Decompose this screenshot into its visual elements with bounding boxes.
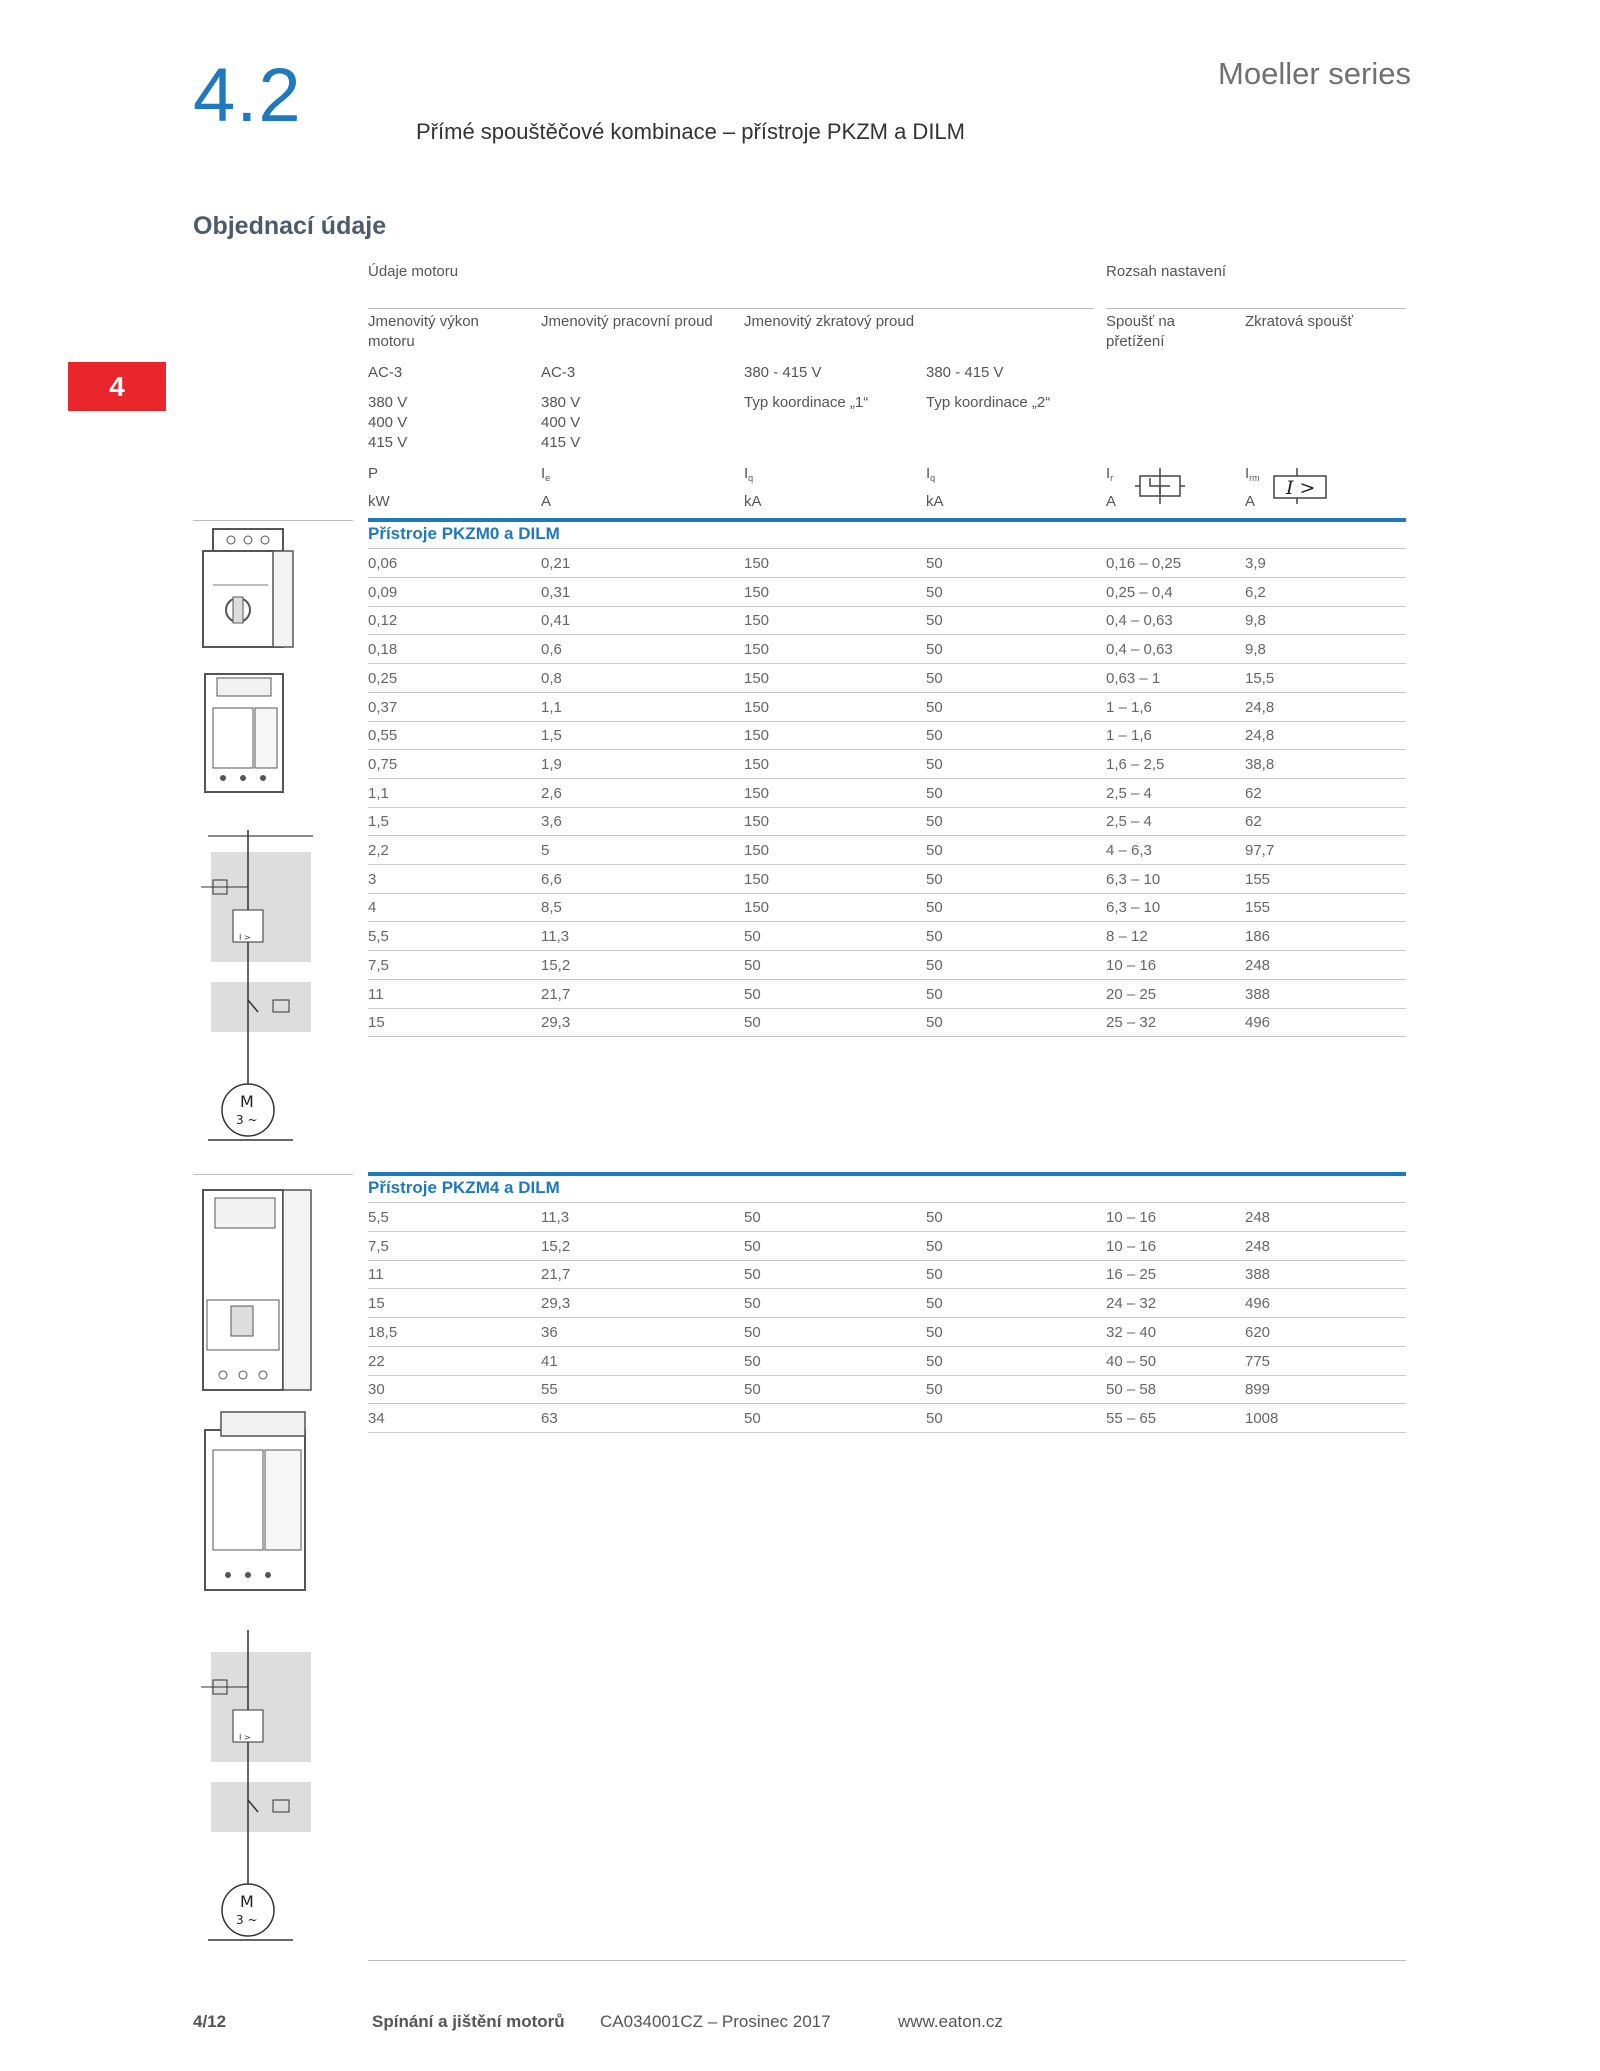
table-cell: 50 bbox=[744, 1323, 761, 1341]
table-cell: 0,25 – 0,4 bbox=[1106, 583, 1173, 601]
table-cell: 50 bbox=[926, 727, 943, 745]
ac3-label: AC-3 bbox=[368, 364, 403, 381]
table-cell: 22 bbox=[368, 1352, 385, 1370]
footer-catalog: CA034001CZ – Prosinec 2017 bbox=[600, 2012, 831, 2031]
table-cell: 899 bbox=[1245, 1381, 1271, 1399]
table-row bbox=[368, 1260, 1406, 1289]
table-cell: 2,2 bbox=[368, 842, 389, 859]
table-cell: 30 bbox=[368, 1381, 385, 1399]
table-cell: 10 – 16 bbox=[1106, 1209, 1157, 1226]
symbol-irm: $I_{rm}$ bbox=[1245, 465, 1260, 483]
svg-text:I >: I > bbox=[239, 1733, 251, 1742]
table-cell: 150 bbox=[744, 555, 770, 572]
table-cell: 50 bbox=[926, 1209, 943, 1226]
table-cell: 388 bbox=[1245, 1266, 1271, 1284]
table-cell: 1,5 bbox=[368, 813, 389, 831]
table-row bbox=[368, 750, 1406, 779]
table-cell: 50 bbox=[926, 641, 943, 659]
table-cell: 10 – 16 bbox=[1106, 956, 1157, 974]
table-cell: 34 bbox=[368, 1409, 385, 1427]
pkzm4-device-icon bbox=[193, 1180, 333, 1400]
table-cell: 150 bbox=[744, 784, 770, 802]
table-cell: 50 bbox=[744, 956, 761, 974]
table-cell: 25 – 32 bbox=[1106, 1014, 1157, 1032]
table-cell: 1 – 1,6 bbox=[1106, 727, 1152, 745]
table-cell: 50 bbox=[926, 899, 943, 917]
col-overload-title: Spoušť na přetížení bbox=[1106, 313, 1176, 350]
table-cell: 29,3 bbox=[541, 1295, 571, 1313]
table-cell: 55 – 65 bbox=[1106, 1409, 1157, 1427]
table-cell: 775 bbox=[1245, 1352, 1271, 1370]
group2-top-rule bbox=[368, 1172, 1406, 1176]
symbol-ie: $I_e$ bbox=[541, 465, 551, 483]
table-cell: 186 bbox=[1245, 928, 1271, 946]
table-cell: 0,8 bbox=[541, 669, 562, 687]
dilm-contactor-icon bbox=[193, 668, 303, 798]
bottom-rule bbox=[368, 1960, 1406, 1961]
table-cell: 0,31 bbox=[541, 583, 571, 601]
table-cell: 15,2 bbox=[541, 1237, 571, 1255]
table-row bbox=[368, 865, 1406, 894]
table-cell: 248 bbox=[1245, 1209, 1271, 1226]
table-cell: 9,8 bbox=[1245, 612, 1266, 630]
table-cell: 21,7 bbox=[541, 985, 571, 1003]
table-cell: 7,5 bbox=[368, 956, 389, 974]
circuit-diagram-2 bbox=[193, 1630, 323, 1960]
header-divider bbox=[368, 308, 1094, 309]
table-cell: 11 bbox=[368, 985, 384, 1003]
table-cell: 6,3 – 10 bbox=[1106, 899, 1161, 917]
table-cell: 50 bbox=[926, 1381, 943, 1399]
table-cell: 32 – 40 bbox=[1106, 1323, 1157, 1341]
table-cell: 150 bbox=[744, 612, 770, 630]
table-cell: 50 – 58 bbox=[1106, 1381, 1157, 1399]
table-cell: 150 bbox=[744, 842, 770, 859]
table-cell: 0,37 bbox=[368, 698, 398, 716]
table-cell: 50 bbox=[744, 1295, 761, 1313]
table-row bbox=[368, 779, 1406, 808]
table-cell: 50 bbox=[926, 583, 943, 601]
table-cell: 0,75 bbox=[368, 755, 398, 773]
table-cell: 50 bbox=[744, 1209, 761, 1226]
table-cell: 0,06 bbox=[368, 555, 398, 572]
col-sc-release-title: Zkratová spoušť bbox=[1245, 313, 1354, 330]
table-cell: 50 bbox=[926, 985, 943, 1003]
table-cell: 1,5 bbox=[541, 727, 562, 745]
table-cell: 50 bbox=[926, 755, 943, 773]
table-cell: 4 – 6,3 bbox=[1106, 842, 1152, 859]
motor-data-heading: Údaje motoru bbox=[368, 263, 459, 280]
setting-range-heading: Rozsah nastavení bbox=[1106, 263, 1227, 280]
table-cell: 11 bbox=[368, 1266, 384, 1284]
table-row bbox=[368, 922, 1406, 951]
table-cell: 50 bbox=[926, 1014, 943, 1032]
table-cell: 15 bbox=[368, 1014, 385, 1032]
table-cell: 2,5 – 4 bbox=[1106, 784, 1152, 802]
table-cell: 50 bbox=[926, 1237, 943, 1255]
table-cell: 50 bbox=[926, 1323, 943, 1341]
table-cell: 0,63 – 1 bbox=[1106, 669, 1161, 687]
table-cell: 11,3 bbox=[541, 1209, 570, 1226]
table-row bbox=[368, 807, 1406, 836]
table-cell: 50 bbox=[744, 1381, 761, 1399]
table-cell: 155 bbox=[1245, 870, 1271, 888]
table-cell: 50 bbox=[926, 870, 943, 888]
short-circuit-release-icon bbox=[1272, 466, 1342, 506]
table-cell: 0,55 bbox=[368, 727, 398, 745]
table-cell: 150 bbox=[744, 727, 770, 745]
table-cell: 18,5 bbox=[368, 1323, 398, 1341]
col-current-title: Jmenovitý pracovní proud bbox=[541, 313, 713, 330]
table-cell: 50 bbox=[744, 1409, 761, 1427]
table-row bbox=[368, 893, 1406, 922]
ac3-label-2: AC-3 bbox=[541, 364, 576, 381]
table-cell: 5,5 bbox=[368, 1209, 389, 1226]
svg-text:M: M bbox=[240, 1892, 254, 1911]
dilm-large-contactor-icon bbox=[193, 1400, 333, 1600]
section-title: Objednací údaje bbox=[193, 212, 387, 240]
table-cell: 6,6 bbox=[541, 870, 562, 888]
table-cell: 29,3 bbox=[541, 1014, 571, 1032]
chapter-tab[interactable]: 4 bbox=[68, 362, 166, 411]
table-row bbox=[368, 1404, 1406, 1433]
table-cell: 150 bbox=[744, 870, 770, 888]
table-cell: 1 – 1,6 bbox=[1106, 698, 1152, 716]
table-cell: 0,25 bbox=[368, 669, 398, 687]
unit-a-2: A bbox=[1106, 493, 1117, 510]
table-cell: 5 bbox=[541, 842, 550, 859]
table-cell: 40 – 50 bbox=[1106, 1352, 1157, 1370]
table-cell: 4 bbox=[368, 899, 377, 917]
symbol-p: P bbox=[368, 465, 379, 482]
table-cell: 0,18 bbox=[368, 641, 398, 659]
table-cell: 1008 bbox=[1245, 1409, 1279, 1427]
table-cell: 0,41 bbox=[541, 612, 571, 630]
table-cell: 248 bbox=[1245, 1237, 1271, 1255]
table-cell: 24,8 bbox=[1245, 727, 1275, 745]
table-row bbox=[368, 1375, 1406, 1404]
group2-title: Přístroje PKZM4 a DILM bbox=[368, 1178, 560, 1197]
table-cell: 62 bbox=[1245, 784, 1262, 802]
table-cell: 50 bbox=[926, 669, 943, 687]
table-row bbox=[368, 836, 1406, 865]
table-cell: 50 bbox=[926, 784, 943, 802]
page-number: 4/12 bbox=[193, 2012, 227, 2031]
group1-title: Přístroje PKZM0 a DILM bbox=[368, 524, 560, 543]
table-cell: 496 bbox=[1245, 1014, 1271, 1032]
table-cell: 3,9 bbox=[1245, 555, 1266, 572]
voltage-list-2: 380 V 400 V 415 V bbox=[541, 394, 581, 451]
table-cell: 50 bbox=[744, 1014, 761, 1032]
table-cell: 24 – 32 bbox=[1106, 1295, 1157, 1313]
section-number: 4.2 bbox=[193, 53, 302, 138]
table-cell: 50 bbox=[744, 985, 761, 1003]
table-cell: 150 bbox=[744, 641, 770, 659]
table-cell: 150 bbox=[744, 698, 770, 716]
table-cell: 62 bbox=[1245, 813, 1262, 831]
table-cell: 50 bbox=[744, 1352, 761, 1370]
table-cell: 38,8 bbox=[1245, 755, 1275, 773]
table-cell: 8 – 12 bbox=[1106, 928, 1148, 946]
table-cell: 5,5 bbox=[368, 928, 389, 946]
unit-kw: kW bbox=[368, 493, 390, 510]
svg-text:I >: I > bbox=[239, 933, 251, 942]
table-cell: 1,1 bbox=[541, 698, 562, 716]
table-row bbox=[368, 578, 1406, 607]
table-cell: 16 – 25 bbox=[1106, 1266, 1157, 1284]
table-cell: 7,5 bbox=[368, 1237, 389, 1255]
unit-ka: kA bbox=[744, 493, 762, 510]
table-cell: 0,4 – 0,63 bbox=[1106, 641, 1173, 659]
table-cell: 0,09 bbox=[368, 583, 398, 601]
table-cell: 50 bbox=[926, 698, 943, 716]
table-cell: 50 bbox=[744, 1266, 761, 1284]
table-cell: 0,6 bbox=[541, 641, 562, 659]
table-cell: 41 bbox=[541, 1352, 558, 1370]
footer-chapter: Spínání a jištění motorů bbox=[372, 2012, 565, 2031]
table-cell: 50 bbox=[926, 1409, 943, 1427]
table-cell: 63 bbox=[541, 1409, 558, 1427]
table-cell: 50 bbox=[926, 956, 943, 974]
table-cell: 620 bbox=[1245, 1323, 1271, 1341]
table-cell: 2,6 bbox=[541, 784, 562, 802]
table-cell: 0,21 bbox=[541, 555, 571, 572]
table-row bbox=[368, 1347, 1406, 1376]
table-cell: 150 bbox=[744, 669, 770, 687]
table-cell: 1,1 bbox=[368, 784, 389, 802]
table-cell: 50 bbox=[926, 1295, 943, 1313]
table-cell: 1,6 – 2,5 bbox=[1106, 755, 1165, 773]
table-cell: 1,9 bbox=[541, 755, 562, 773]
table-cell: 6,2 bbox=[1245, 583, 1266, 601]
table-cell: 15,5 bbox=[1245, 669, 1275, 687]
svg-text:M: M bbox=[240, 1092, 254, 1111]
table-row bbox=[368, 1203, 1406, 1232]
table-cell: 50 bbox=[926, 813, 943, 831]
table-cell: 8,5 bbox=[541, 899, 562, 917]
table-row bbox=[368, 664, 1406, 693]
table-cell: 496 bbox=[1245, 1295, 1271, 1313]
voltage-range-1: 380 - 415 V bbox=[744, 364, 822, 381]
table-cell: 10 – 16 bbox=[1106, 1237, 1157, 1255]
group1-top-rule bbox=[368, 518, 1406, 522]
table-cell: 50 bbox=[926, 928, 943, 946]
overload-release-icon bbox=[1130, 466, 1190, 506]
table-cell: 388 bbox=[1245, 985, 1271, 1003]
unit-a: A bbox=[541, 493, 552, 510]
table-cell: 36 bbox=[541, 1323, 558, 1341]
table-cell: 20 – 25 bbox=[1106, 985, 1157, 1003]
unit-a-3: A bbox=[1245, 493, 1256, 510]
table-cell: 155 bbox=[1245, 899, 1271, 917]
table-cell: 21,7 bbox=[541, 1266, 571, 1284]
table-cell: 24,8 bbox=[1245, 698, 1275, 716]
voltage-range-2: 380 - 415 V bbox=[926, 364, 1004, 381]
symbol-iq: $I_q$ bbox=[744, 465, 754, 483]
table-row bbox=[368, 951, 1406, 980]
table-cell: 9,8 bbox=[1245, 641, 1266, 659]
table-cell: 150 bbox=[744, 813, 770, 831]
table-row bbox=[368, 1232, 1406, 1261]
table-cell: 50 bbox=[926, 555, 943, 572]
table-cell: 150 bbox=[744, 583, 770, 601]
table-row bbox=[368, 606, 1406, 635]
table-cell: 50 bbox=[926, 612, 943, 630]
table-cell: 150 bbox=[744, 899, 770, 917]
table-cell: 15 bbox=[368, 1295, 385, 1313]
coordination-type-2: Typ koordinace „2“ bbox=[926, 394, 1051, 411]
series-title: Moeller series bbox=[1218, 56, 1411, 91]
table-cell: 2,5 – 4 bbox=[1106, 813, 1152, 831]
table-row bbox=[368, 980, 1406, 1009]
col-shortcircuit-title: Jmenovitý zkratový proud bbox=[744, 313, 915, 330]
table-cell: 11,3 bbox=[541, 928, 570, 946]
table-cell: 6,3 – 10 bbox=[1106, 870, 1161, 888]
svg-text:3 ~: 3 ~ bbox=[236, 1113, 258, 1127]
unit-ka-2: kA bbox=[926, 493, 944, 510]
svg-text:3 ~: 3 ~ bbox=[236, 1913, 258, 1927]
table-cell: 0,4 – 0,63 bbox=[1106, 612, 1173, 630]
table-row bbox=[368, 1318, 1406, 1347]
table-cell: 55 bbox=[541, 1381, 558, 1399]
table-cell: 50 bbox=[744, 928, 761, 946]
left-divider-2 bbox=[193, 1174, 353, 1175]
table-cell: 50 bbox=[926, 1266, 943, 1284]
table-cell: 0,12 bbox=[368, 612, 398, 630]
table-cell: 15,2 bbox=[541, 956, 571, 974]
table-cell: 0,16 – 0,25 bbox=[1106, 555, 1182, 572]
footer-web-link[interactable]: www.eaton.cz bbox=[898, 2012, 1003, 2031]
table-row bbox=[368, 721, 1406, 750]
table-cell: 150 bbox=[744, 755, 770, 773]
table-row bbox=[368, 1008, 1406, 1037]
table-row bbox=[368, 549, 1406, 578]
table-cell: 97,7 bbox=[1245, 842, 1275, 859]
table-row bbox=[368, 1289, 1406, 1318]
table-cell: 3 bbox=[368, 870, 377, 888]
table-row bbox=[368, 693, 1406, 722]
voltage-list-1: 380 V 400 V 415 V bbox=[368, 394, 408, 451]
table-cell: 50 bbox=[926, 842, 943, 859]
table-cell: 50 bbox=[926, 1352, 943, 1370]
table-cell: 248 bbox=[1245, 956, 1271, 974]
symbol-ir: $I_r$ bbox=[1106, 465, 1114, 483]
svg-text:I >: I > bbox=[1286, 477, 1316, 499]
pkzm0-device-icon bbox=[193, 525, 303, 655]
table-cell: 50 bbox=[744, 1237, 761, 1255]
page-subtitle: Přímé spouštěčové kombinace – přístroje PKZM a DILM bbox=[416, 119, 965, 144]
left-divider-1 bbox=[193, 520, 353, 521]
symbol-iq-2: $I_q$ bbox=[926, 465, 936, 483]
col-power-title: Jmenovitý výkon motoru bbox=[368, 313, 479, 350]
coordination-type-1: Typ koordinace „1“ bbox=[744, 394, 869, 411]
header-divider-right bbox=[1106, 308, 1406, 309]
table-row bbox=[368, 635, 1406, 664]
circuit-diagram-1 bbox=[193, 830, 323, 1160]
table-cell: 3,6 bbox=[541, 813, 562, 831]
